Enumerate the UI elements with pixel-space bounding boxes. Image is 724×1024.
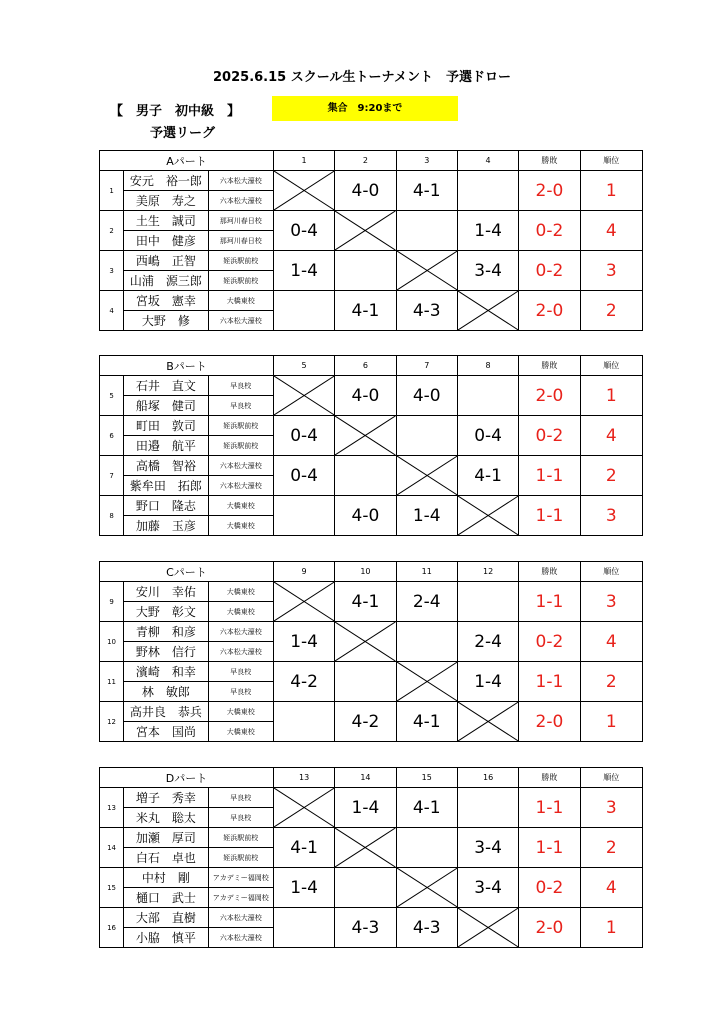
win-loss-value: 2-0 <box>519 908 580 948</box>
self-match-cell <box>457 908 518 948</box>
rank-value: 1 <box>580 908 642 948</box>
subtitle: 予選リーグ <box>150 126 216 141</box>
team-row <box>100 251 643 271</box>
player-name: 林 敏郎 <box>124 682 208 702</box>
team-number: 1 <box>100 171 124 211</box>
team-row <box>100 702 643 722</box>
player-name: 西嶋 正智 <box>124 251 208 271</box>
match-score: 1-4 <box>396 496 457 536</box>
team-number: 14 <box>100 828 124 868</box>
part-name: Bパート <box>100 356 274 376</box>
player-name: 宮坂 憲幸 <box>124 291 208 311</box>
team-row <box>100 868 643 888</box>
self-match-cell <box>396 456 457 496</box>
win-loss-value: 2-0 <box>519 171 580 211</box>
school-name: 大橋東校 <box>208 602 273 622</box>
self-match-cell <box>335 211 396 251</box>
column-number: 6 <box>335 356 396 376</box>
win-loss-value: 0-2 <box>519 868 580 908</box>
rank-value: 3 <box>580 582 642 622</box>
player-name: 田中 健彦 <box>124 231 208 251</box>
match-score <box>335 868 396 908</box>
team-number: 8 <box>100 496 124 536</box>
rank-value: 3 <box>580 251 642 291</box>
player-name: 米丸 聡太 <box>124 808 208 828</box>
match-score: 4-1 <box>457 456 518 496</box>
match-score: 1-4 <box>273 622 334 662</box>
rank-header: 順位 <box>580 356 642 376</box>
column-number: 10 <box>335 562 396 582</box>
win-loss-value: 2-0 <box>519 291 580 331</box>
league-table <box>99 355 643 536</box>
team-number: 15 <box>100 868 124 908</box>
win-loss-value: 1-1 <box>519 828 580 868</box>
rank-value: 1 <box>580 376 642 416</box>
player-name: 加瀬 厚司 <box>124 828 208 848</box>
win-loss-value: 0-2 <box>519 416 580 456</box>
match-score: 4-1 <box>273 828 334 868</box>
school-name: 大橋東校 <box>208 702 273 722</box>
school-name: 六本松大濠校 <box>208 476 273 496</box>
match-score <box>273 702 334 742</box>
self-match-cell <box>273 788 334 828</box>
school-name: 那珂川春日校 <box>208 211 273 231</box>
player-name: 樋口 武士 <box>124 888 208 908</box>
player-name: 高橋 智裕 <box>124 456 208 476</box>
player-name: 田邉 航平 <box>124 436 208 456</box>
player-name: 小脇 慎平 <box>124 928 208 948</box>
team-row <box>100 416 643 436</box>
school-name: 六本松大濠校 <box>208 642 273 662</box>
category-label: 【 男子 初中級 】 <box>110 104 241 119</box>
match-score: 4-2 <box>273 662 334 702</box>
match-score: 4-0 <box>335 496 396 536</box>
team-number: 13 <box>100 788 124 828</box>
team-row <box>100 291 643 311</box>
column-number: 1 <box>273 151 334 171</box>
player-name: 安川 幸佑 <box>124 582 208 602</box>
column-number: 8 <box>457 356 518 376</box>
column-number: 7 <box>396 356 457 376</box>
column-number: 5 <box>273 356 334 376</box>
team-number: 9 <box>100 582 124 622</box>
school-name: 六本松大濠校 <box>208 171 273 191</box>
team-number: 7 <box>100 456 124 496</box>
match-score <box>457 171 518 211</box>
match-score: 0-4 <box>273 456 334 496</box>
match-score: 4-1 <box>396 702 457 742</box>
school-name: 大橋東校 <box>208 291 273 311</box>
column-number: 14 <box>335 768 396 788</box>
player-name: 石井 直文 <box>124 376 208 396</box>
player-name: 加藤 玉彦 <box>124 516 208 536</box>
gathering-note: 集合 9:20まで <box>272 96 458 121</box>
win-loss-value: 0-2 <box>519 251 580 291</box>
win-loss-value: 1-1 <box>519 788 580 828</box>
player-name: 濱崎 和幸 <box>124 662 208 682</box>
match-score <box>396 211 457 251</box>
player-name: 町田 敦司 <box>124 416 208 436</box>
match-score: 4-3 <box>396 291 457 331</box>
school-name: 六本松大濠校 <box>208 191 273 211</box>
match-score: 4-0 <box>335 171 396 211</box>
player-name: 紫牟田 拓郎 <box>124 476 208 496</box>
match-score: 4-3 <box>396 908 457 948</box>
rank-value: 4 <box>580 416 642 456</box>
self-match-cell <box>273 582 334 622</box>
team-number: 10 <box>100 622 124 662</box>
player-name: 安元 裕一郎 <box>124 171 208 191</box>
school-name: 姪浜駅前校 <box>208 436 273 456</box>
rank-value: 2 <box>580 828 642 868</box>
player-name: 船塚 健司 <box>124 396 208 416</box>
school-name: 大橋東校 <box>208 582 273 602</box>
team-row <box>100 828 643 848</box>
column-number: 4 <box>457 151 518 171</box>
self-match-cell <box>273 376 334 416</box>
school-name: 早良校 <box>208 662 273 682</box>
team-number: 5 <box>100 376 124 416</box>
win-loss-value: 1-1 <box>519 496 580 536</box>
column-number: 2 <box>335 151 396 171</box>
team-row <box>100 622 643 642</box>
rank-value: 2 <box>580 662 642 702</box>
match-score: 3-4 <box>457 251 518 291</box>
league-table <box>99 150 643 331</box>
match-score: 4-1 <box>396 788 457 828</box>
column-number: 16 <box>457 768 518 788</box>
match-score <box>273 908 334 948</box>
win-loss-header: 勝敗 <box>519 562 580 582</box>
match-score: 4-0 <box>335 376 396 416</box>
self-match-cell <box>457 291 518 331</box>
school-name: 大橋東校 <box>208 722 273 742</box>
team-number: 16 <box>100 908 124 948</box>
school-name: 六本松大濠校 <box>208 311 273 331</box>
column-number: 9 <box>273 562 334 582</box>
school-name: アカデミー福岡校 <box>208 868 273 888</box>
team-number: 3 <box>100 251 124 291</box>
team-row <box>100 582 643 602</box>
team-row <box>100 171 643 191</box>
match-score <box>457 788 518 828</box>
win-loss-value: 1-1 <box>519 662 580 702</box>
win-loss-value: 1-1 <box>519 456 580 496</box>
team-row <box>100 496 643 516</box>
player-name: 宮本 国尚 <box>124 722 208 742</box>
school-name: 早良校 <box>208 808 273 828</box>
school-name: 大橋東校 <box>208 496 273 516</box>
match-score <box>457 376 518 416</box>
school-name: 六本松大濠校 <box>208 622 273 642</box>
self-match-cell <box>457 702 518 742</box>
player-name: 土生 誠司 <box>124 211 208 231</box>
team-number: 2 <box>100 211 124 251</box>
school-name: 六本松大濠校 <box>208 928 273 948</box>
match-score <box>273 291 334 331</box>
match-score: 1-4 <box>457 662 518 702</box>
school-name: 早良校 <box>208 376 273 396</box>
player-name: 大部 直樹 <box>124 908 208 928</box>
win-loss-value: 2-0 <box>519 702 580 742</box>
match-score: 4-2 <box>335 702 396 742</box>
player-name: 白石 卓也 <box>124 848 208 868</box>
match-score: 1-4 <box>335 788 396 828</box>
team-number: 12 <box>100 702 124 742</box>
team-row <box>100 456 643 476</box>
match-score <box>396 416 457 456</box>
match-score <box>335 662 396 702</box>
player-name: 美原 寿之 <box>124 191 208 211</box>
rank-value: 2 <box>580 456 642 496</box>
column-number: 3 <box>396 151 457 171</box>
self-match-cell <box>273 171 334 211</box>
player-name: 中村 剛 <box>124 868 208 888</box>
school-name: 姪浜駅前校 <box>208 251 273 271</box>
school-name: 姪浜駅前校 <box>208 416 273 436</box>
rank-value: 3 <box>580 788 642 828</box>
school-name: 六本松大濠校 <box>208 456 273 476</box>
self-match-cell <box>335 622 396 662</box>
school-name: 大橋東校 <box>208 516 273 536</box>
match-score: 4-1 <box>335 582 396 622</box>
school-name: 早良校 <box>208 396 273 416</box>
rank-value: 4 <box>580 868 642 908</box>
player-name: 高井良 恭兵 <box>124 702 208 722</box>
match-score: 3-4 <box>457 868 518 908</box>
school-name: 六本松大濠校 <box>208 908 273 928</box>
school-name: 姪浜駅前校 <box>208 828 273 848</box>
match-score <box>457 582 518 622</box>
team-row <box>100 908 643 928</box>
self-match-cell <box>396 251 457 291</box>
match-score: 0-4 <box>273 416 334 456</box>
self-match-cell <box>396 868 457 908</box>
self-match-cell <box>457 496 518 536</box>
player-name: 青柳 和彦 <box>124 622 208 642</box>
self-match-cell <box>335 416 396 456</box>
school-name: 姪浜駅前校 <box>208 848 273 868</box>
school-name: 早良校 <box>208 682 273 702</box>
rank-header: 順位 <box>580 562 642 582</box>
self-match-cell <box>335 828 396 868</box>
self-match-cell <box>396 662 457 702</box>
school-name: 早良校 <box>208 788 273 808</box>
player-name: 大野 修 <box>124 311 208 331</box>
rank-value: 4 <box>580 622 642 662</box>
match-score: 1-4 <box>273 251 334 291</box>
team-number: 11 <box>100 662 124 702</box>
match-score: 4-1 <box>335 291 396 331</box>
match-score: 3-4 <box>457 828 518 868</box>
school-name: 那珂川春日校 <box>208 231 273 251</box>
part-name: Dパート <box>100 768 274 788</box>
match-score <box>273 496 334 536</box>
column-number: 13 <box>273 768 334 788</box>
win-loss-value: 0-2 <box>519 622 580 662</box>
player-name: 大野 彰文 <box>124 602 208 622</box>
team-number: 6 <box>100 416 124 456</box>
rank-header: 順位 <box>580 768 642 788</box>
rank-value: 1 <box>580 702 642 742</box>
match-score: 0-4 <box>457 416 518 456</box>
match-score <box>335 456 396 496</box>
rank-header: 順位 <box>580 151 642 171</box>
team-row <box>100 788 643 808</box>
match-score <box>396 622 457 662</box>
player-name: 山浦 源三郎 <box>124 271 208 291</box>
player-name: 野林 信行 <box>124 642 208 662</box>
match-score: 2-4 <box>457 622 518 662</box>
win-loss-header: 勝敗 <box>519 356 580 376</box>
win-loss-header: 勝敗 <box>519 768 580 788</box>
match-score: 4-3 <box>335 908 396 948</box>
column-number: 15 <box>396 768 457 788</box>
rank-value: 4 <box>580 211 642 251</box>
match-score <box>335 251 396 291</box>
school-name: 姪浜駅前校 <box>208 271 273 291</box>
rank-value: 1 <box>580 171 642 211</box>
column-number: 11 <box>396 562 457 582</box>
match-score: 0-4 <box>273 211 334 251</box>
team-number: 4 <box>100 291 124 331</box>
rank-value: 2 <box>580 291 642 331</box>
match-score: 1-4 <box>457 211 518 251</box>
school-name: アカデミー福岡校 <box>208 888 273 908</box>
page-title: 2025.6.15 スクール生トーナメント 予選ドロー <box>213 70 511 85</box>
league-table <box>99 561 643 742</box>
team-row <box>100 376 643 396</box>
match-score <box>396 828 457 868</box>
player-name: 増子 秀幸 <box>124 788 208 808</box>
team-row <box>100 211 643 231</box>
league-table <box>99 767 643 948</box>
win-loss-header: 勝敗 <box>519 151 580 171</box>
win-loss-value: 1-1 <box>519 582 580 622</box>
match-score: 4-0 <box>396 376 457 416</box>
player-name: 野口 隆志 <box>124 496 208 516</box>
part-name: Aパート <box>100 151 274 171</box>
match-score: 1-4 <box>273 868 334 908</box>
team-row <box>100 662 643 682</box>
rank-value: 3 <box>580 496 642 536</box>
column-number: 12 <box>457 562 518 582</box>
win-loss-value: 2-0 <box>519 376 580 416</box>
win-loss-value: 0-2 <box>519 211 580 251</box>
part-name: Cパート <box>100 562 274 582</box>
match-score: 2-4 <box>396 582 457 622</box>
match-score: 4-1 <box>396 171 457 211</box>
